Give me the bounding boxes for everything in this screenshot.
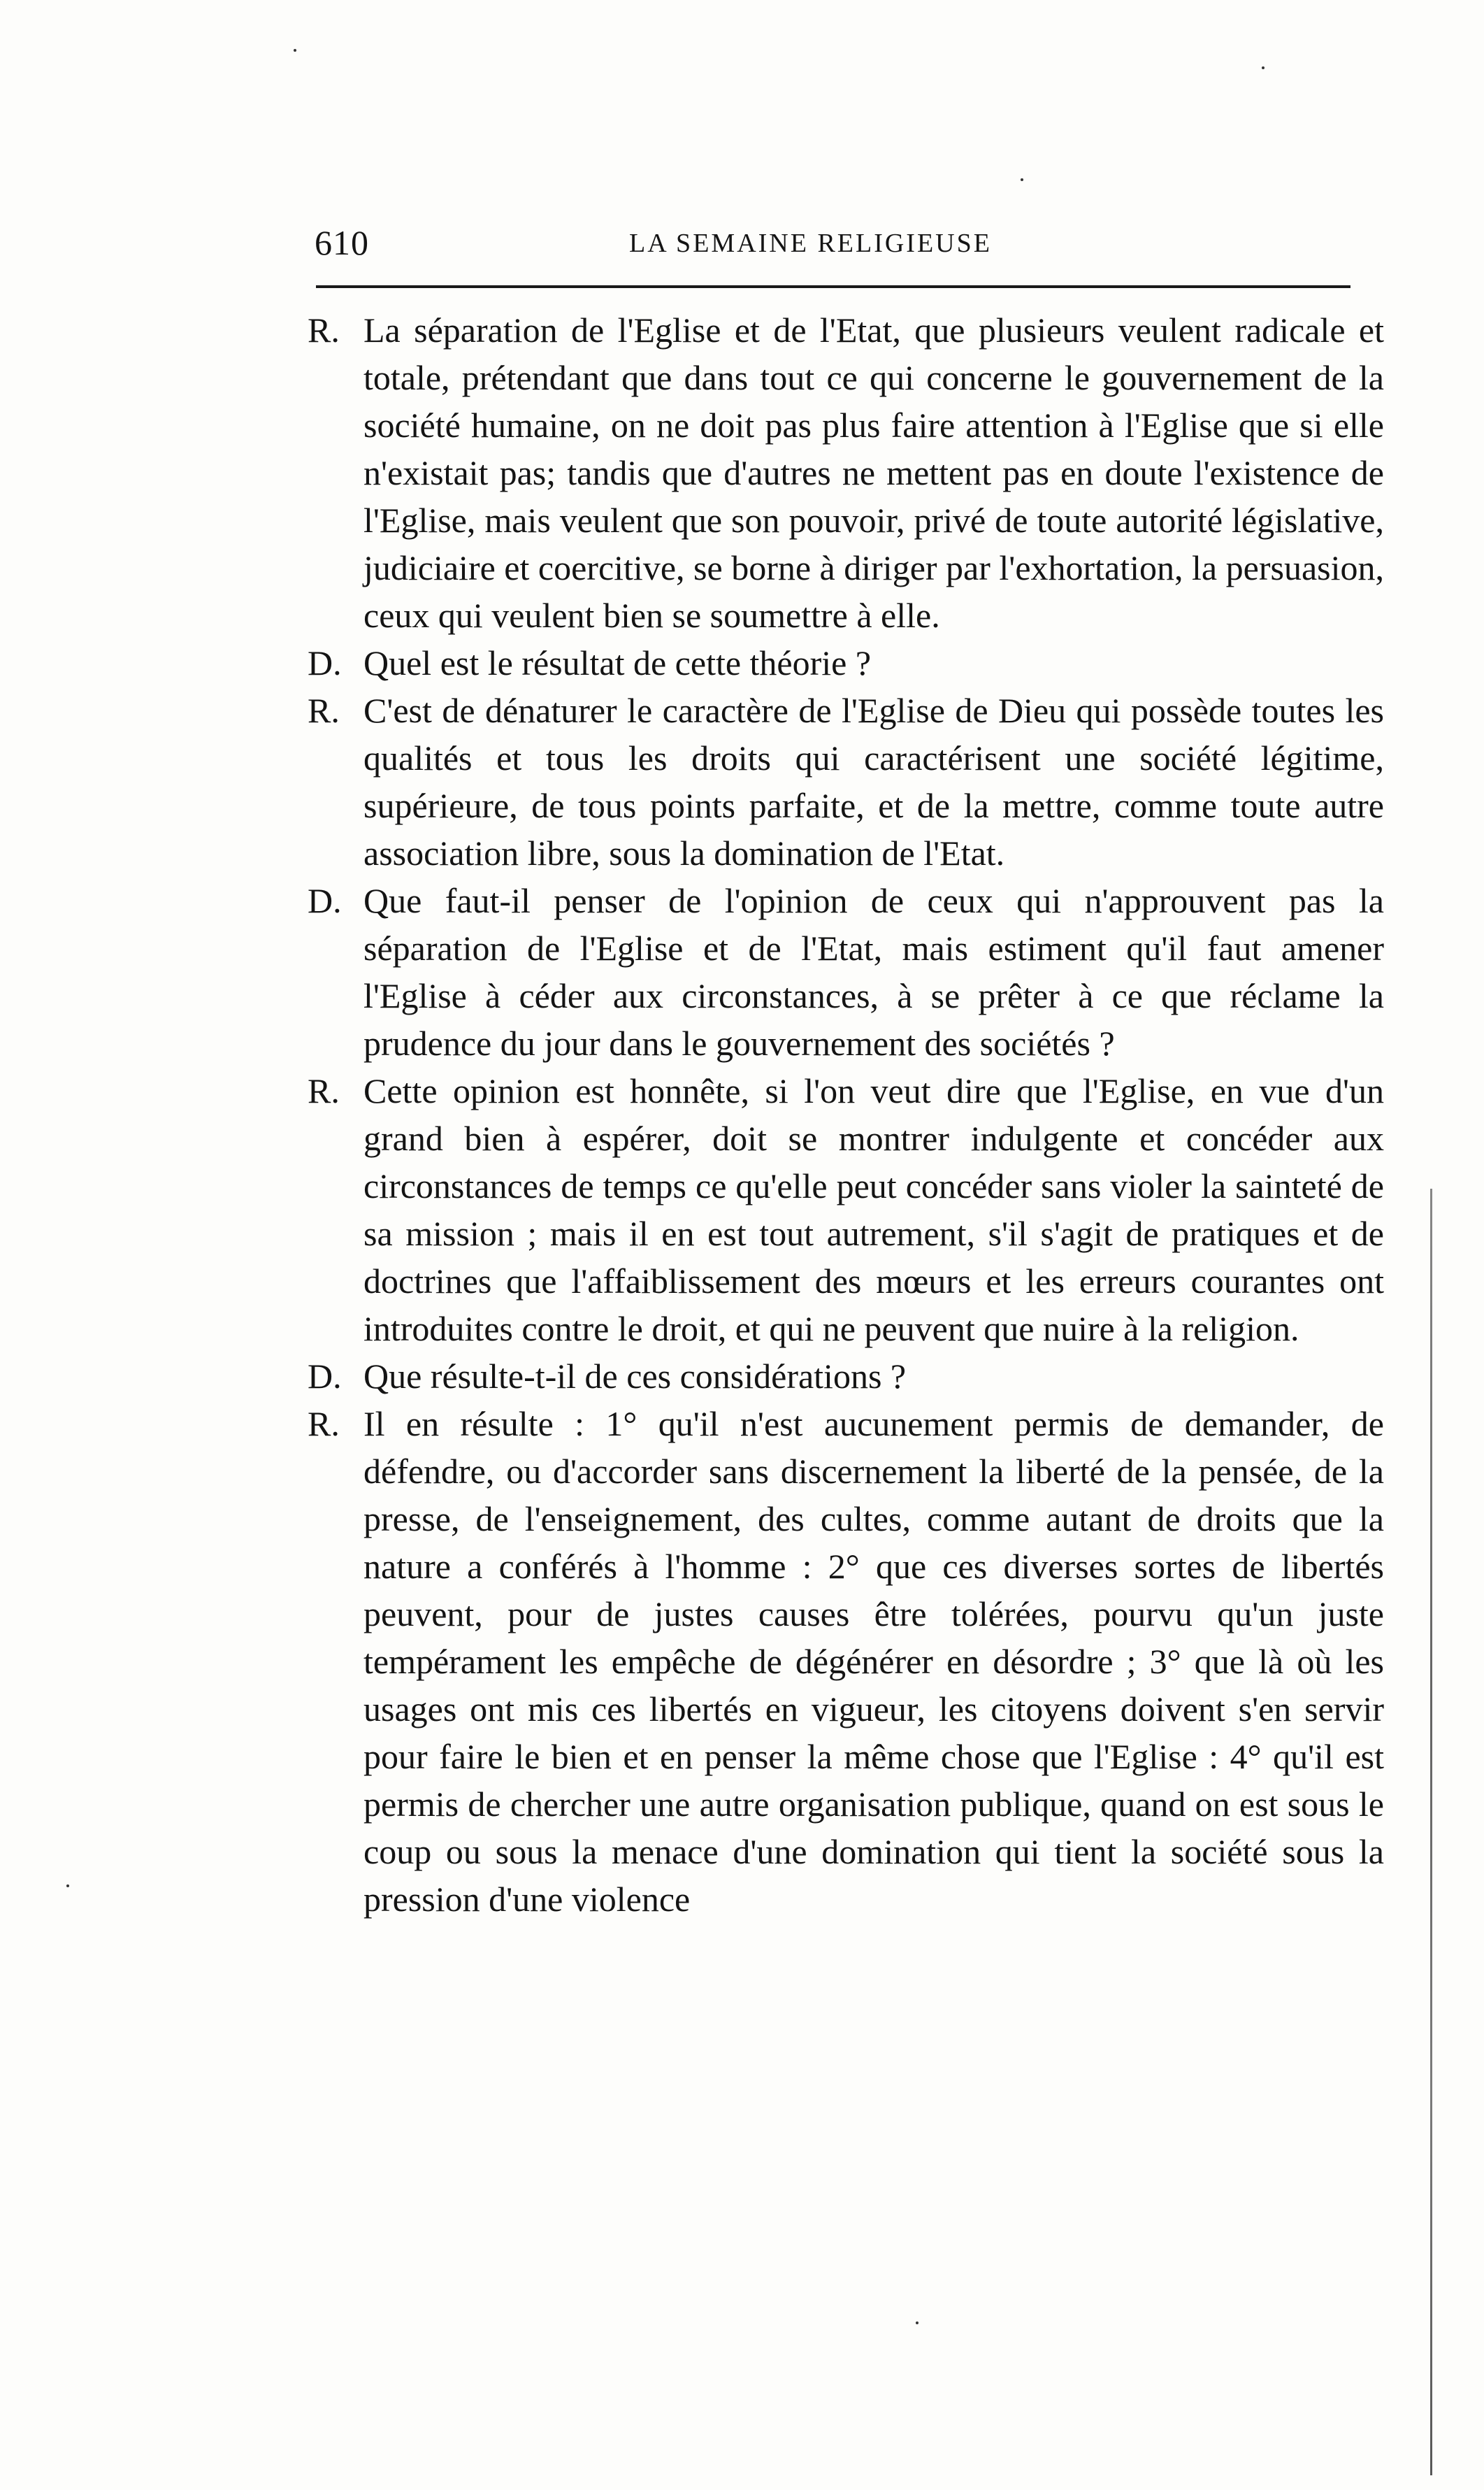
entry-marker: R. bbox=[308, 1071, 340, 1110]
answer-entry bbox=[308, 1067, 1384, 1352]
scan-speck bbox=[916, 2321, 919, 2324]
answer-entry bbox=[308, 687, 1384, 877]
entry-text: Quel est le résultat de cette théorie ? bbox=[363, 643, 872, 682]
answer-entry bbox=[308, 306, 1384, 639]
catechism-text bbox=[308, 306, 1384, 1923]
scan-speck bbox=[294, 49, 296, 52]
scan-speck bbox=[1262, 66, 1265, 69]
entry-text: Que faut-il penser de l'opinion de ceux qui n'approuvent pas la séparation de l'Eglise et de l'Etat, mais estiment qu'il faut amener l'Eglise à céder aux circonstances, à se prêter à ce que réclame la prudence du jour dans le gouvernement des sociétés ? bbox=[363, 881, 1384, 1063]
scan-edge-line bbox=[1430, 1189, 1432, 2475]
entry-text: La séparation de l'Eglise et de l'Etat, que plusieurs veulent radicale et totale, prétendant que dans tout ce qui concerne le gouvernement de la société humaine, on ne doit pas plus faire attention à l'Eglise que si elle n'existait pas; tandis que d'autres ne mettent pas en doute l'existence de l'Eglise, mais veulent que son pouvoir, privé de toute autorité législative, judiciaire et coercitive, se borne à diriger par l'exhortation, la persuasion, ceux qui veulent bien se soumettre à elle. bbox=[363, 310, 1384, 635]
entry-marker: D. bbox=[308, 643, 342, 682]
answer-entry bbox=[308, 1400, 1384, 1923]
entry-text: Que résulte-t-il de ces considérations ? bbox=[363, 1357, 907, 1396]
entry-marker: R. bbox=[308, 1404, 340, 1443]
entry-text: Cette opinion est honnête, si l'on veut dire que l'Eglise, en vue d'un grand bien à espérer, doit se montrer indulgente et concéder aux circonstances de temps ce qu'elle peut concéder sans violer la sainteté de sa mission ; mais il en est tout autrement, s'il s'agit de pratiques et de doctrines que l'affaiblissement des mœurs et les erreurs courantes ont introduites contre le droit, et qui ne peuvent que nuire à la religion. bbox=[363, 1071, 1384, 1348]
entry-text: Il en résulte : 1° qu'il n'est aucunement permis de demander, de défendre, ou d'accorder sans discernement la liberté de la pensée, de la presse, de l'enseignement, des cultes, comme autant de droits que la nature a conférés à l'homme : 2° que ces diverses sortes de libertés peuvent, pour de justes causes être tolérées, pourvu qu'un juste tempérament les empêche de dégénérer en désordre ; 3° que là où les usages ont mis ces libertés en vigueur, les citoyens doivent s'en servir pour faire le bien et en penser la même chose que l'Eglise : 4° qu'il est permis de chercher une autre organisation publique, quand on est sous le coup ou sous la menace d'une domination qui tient la société sous la pression d'une violence bbox=[363, 1404, 1384, 1919]
entry-text: C'est de dénaturer le caractère de l'Eglise de Dieu qui possède toutes les qualités et tous les droits qui caractérisent une société légitime, supérieure, de tous points parfaite, et de la mettre, comme toute autre association libre, sous la domination de l'Etat. bbox=[363, 691, 1384, 873]
entry-marker: D. bbox=[308, 1357, 342, 1396]
running-head: LA SEMAINE RELIGIEUSE bbox=[629, 229, 992, 258]
page-header bbox=[315, 222, 1349, 264]
question-entry bbox=[308, 877, 1384, 1067]
question-entry bbox=[308, 1352, 1384, 1400]
header-rule bbox=[316, 285, 1350, 288]
question-entry bbox=[308, 639, 1384, 687]
entry-marker: R. bbox=[308, 310, 340, 350]
page-number: 610 bbox=[315, 223, 369, 262]
scan-speck bbox=[1021, 178, 1023, 181]
entry-marker: R. bbox=[308, 691, 340, 730]
scan-speck bbox=[66, 1884, 69, 1887]
entry-marker: D. bbox=[308, 881, 342, 920]
